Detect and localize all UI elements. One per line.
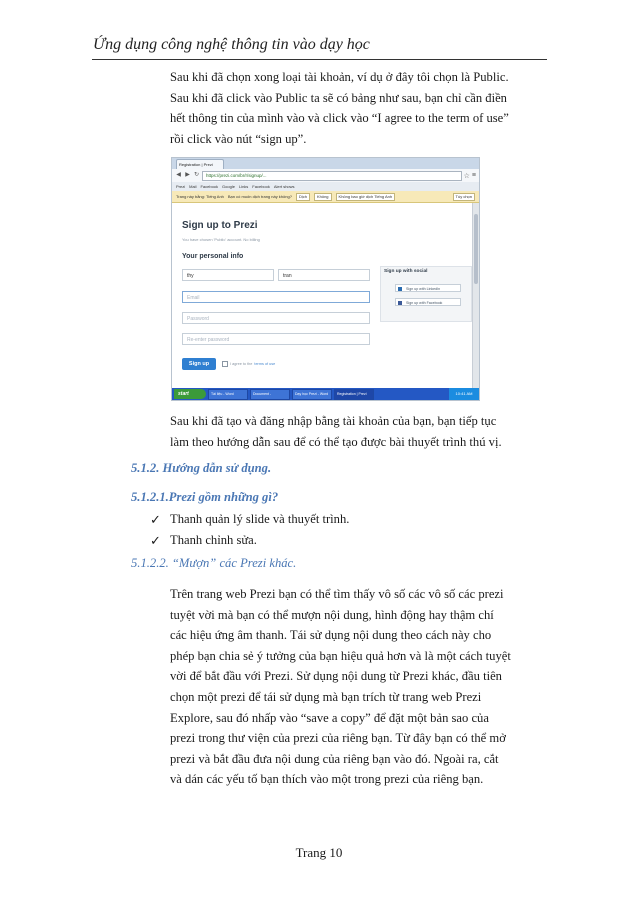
facebook-icon — [398, 301, 402, 305]
no-button: Không — [314, 193, 332, 201]
options-button: Tùy chọn — [453, 193, 475, 201]
after-line: Sau khi đã tạo và đăng nhập bằng tài khoản của bạn, bạn tiếp tục — [170, 414, 497, 428]
intro-line: Sau khi đã click vào Public ta sẽ có bảng như sau, bạn chỉ cần điền — [170, 90, 507, 105]
body-line: tuyệt vời mà bạn có thể mượn nội dung, hình động hay thậm chí — [170, 607, 494, 622]
page-number: Trang 10 — [295, 845, 343, 860]
facebook-signup-button — [395, 298, 461, 306]
list-item — [150, 530, 349, 551]
first-name-field: thy — [182, 269, 274, 281]
back-icon: ◀ — [176, 172, 181, 178]
list-item — [150, 509, 349, 530]
browser-tabbar — [172, 158, 479, 169]
social-panel — [380, 266, 472, 322]
body-line: các hiệu ứng âm thanh. Tái sử dụng nội dung theo cách này cho — [170, 628, 492, 643]
start-button: start — [174, 389, 206, 399]
after-line: làm theo hướng dẫn sau để có thể tạo được bài thuyết trình thú vị. — [170, 434, 502, 449]
borrow-prezi-paragraph — [170, 584, 547, 790]
intro-line: Sau khi đã chọn xong loại tài khoản, ví dụ ở đây tôi chọn là Public. — [170, 70, 509, 84]
agree-text: I agree to the — [230, 362, 253, 366]
section-5121-heading: 5.1.2.1.Prezi gồm những gì? — [131, 490, 279, 504]
scrollbar-thumb — [474, 214, 478, 284]
taskbar-clock: 10:41 AM — [449, 388, 479, 400]
header-title: Ứng dụng công nghệ thông tin vào dạy học — [93, 36, 370, 53]
body-line: prezi trong thư viện của prezi của riêng bạn. Từ đây bạn có thể mở — [170, 731, 506, 746]
prezi-components-list — [150, 509, 349, 551]
menu-icon: ≡ — [471, 172, 476, 179]
taskbar-item: Dạy học Prezi - Word — [292, 389, 332, 400]
bookmark-item: Prezi — [176, 184, 186, 189]
check-icon: ✓ — [150, 512, 161, 527]
browser-tab: Registration | Prezi — [176, 159, 224, 169]
section-512-heading: 5.1.2. Hướng dẫn sử dụng. — [131, 461, 272, 475]
email-field: Email — [182, 291, 370, 303]
list-item-text: Thanh chỉnh sửa. — [170, 533, 257, 547]
social-title: Sign up with social — [384, 269, 428, 274]
body-line: Explore, sau đó nhấp vào “save a copy” để đặt một bản sao của — [170, 710, 489, 725]
body-line: phép bạn chia sẻ ý tưởng của bạn hiệu quả hơn và là một cách tuyệt — [170, 648, 511, 663]
body-line: vời để bắt đầu với Prezi. Sử dụng nội dung từ Prezi khác, đầu tiên — [170, 669, 502, 684]
taskbar-item: Tài liệu - Word — [208, 389, 248, 400]
url-field: https://prezi.com/br/r/signup/... — [202, 171, 462, 181]
bookmark-item: Google — [222, 184, 235, 189]
reenter-password-field: Re-enter password — [182, 333, 370, 345]
bookmark-item: Facebook — [252, 184, 270, 189]
linkedin-icon — [398, 287, 402, 291]
body-line: chọn một prezi để tái sử dụng mà bạn trích từ trang web Prezi — [170, 689, 482, 704]
intro-paragraph — [170, 67, 547, 149]
translate-question: Bạn có muốn dịch trang này không? — [227, 194, 292, 199]
header-rule — [92, 59, 547, 60]
bookmark-item: Facebook — [200, 184, 219, 189]
windows-taskbar — [172, 388, 479, 405]
forward-icon: ▶ — [185, 172, 190, 178]
translate-language: Trang này bằng: Tiếng Anh — [176, 194, 224, 199]
reload-icon: ↻ — [193, 172, 200, 178]
signup-subtitle: You have chosen 'Public' account. No billing — [182, 237, 260, 242]
taskbar-item: Document - Microsoft... — [250, 389, 290, 400]
agree-terms — [222, 361, 275, 367]
bookmark-item: Links — [238, 184, 249, 189]
body-line: Trên trang web Prezi bạn có thể tìm thấy vô số các vô số các prezi — [170, 587, 504, 601]
password-field: Password — [182, 312, 370, 324]
terms-link: terms of use — [254, 362, 276, 366]
translate-bar — [172, 191, 479, 203]
check-icon: ✓ — [150, 533, 161, 548]
star-icon: ☆ — [463, 172, 470, 180]
intro-line: hết thông tin của mình vào và click vào “I agree to the term of use” — [170, 111, 509, 126]
taskbar-item-active: Registration | Prezi — [334, 389, 374, 400]
last-name-field: tran — [278, 269, 370, 281]
after-signup-paragraph — [170, 411, 547, 452]
bookmark-item: Alert shows — [273, 184, 295, 189]
signup-button: Sign up — [182, 358, 216, 370]
bookmark-item: Mail — [189, 184, 197, 189]
agree-checkbox — [222, 361, 228, 367]
personal-info-heading: Your personal info — [182, 253, 244, 260]
never-translate-button: Không bao giờ dịch Tiếng Anh — [336, 193, 396, 201]
translate-button: Dịch — [296, 193, 310, 201]
list-item-text: Thanh quản lý slide và thuyết trình. — [170, 512, 350, 526]
prezi-signup-screenshot — [171, 157, 480, 405]
body-line: prezi và bắt đầu đưa nội dung của riêng bạn vào đó. Ngoài ra, cắt — [170, 751, 499, 766]
signup-title: Sign up to Prezi — [182, 220, 258, 231]
body-line: và dán các yếu tố bạn thích vào một trong prezi của riêng bạn. — [170, 772, 484, 787]
intro-line: rồi click vào nút “sign up”. — [170, 131, 307, 146]
section-5122-heading: 5.1.2.2. “Mượn” các Prezi khác. — [131, 556, 297, 570]
address-bar — [172, 169, 479, 182]
linkedin-signup-button — [395, 284, 461, 292]
facebook-label: Sign up with Facebook — [406, 301, 443, 305]
linkedin-label: Sign up with LinkedIn — [406, 287, 441, 291]
bookmarks-bar — [172, 182, 479, 191]
